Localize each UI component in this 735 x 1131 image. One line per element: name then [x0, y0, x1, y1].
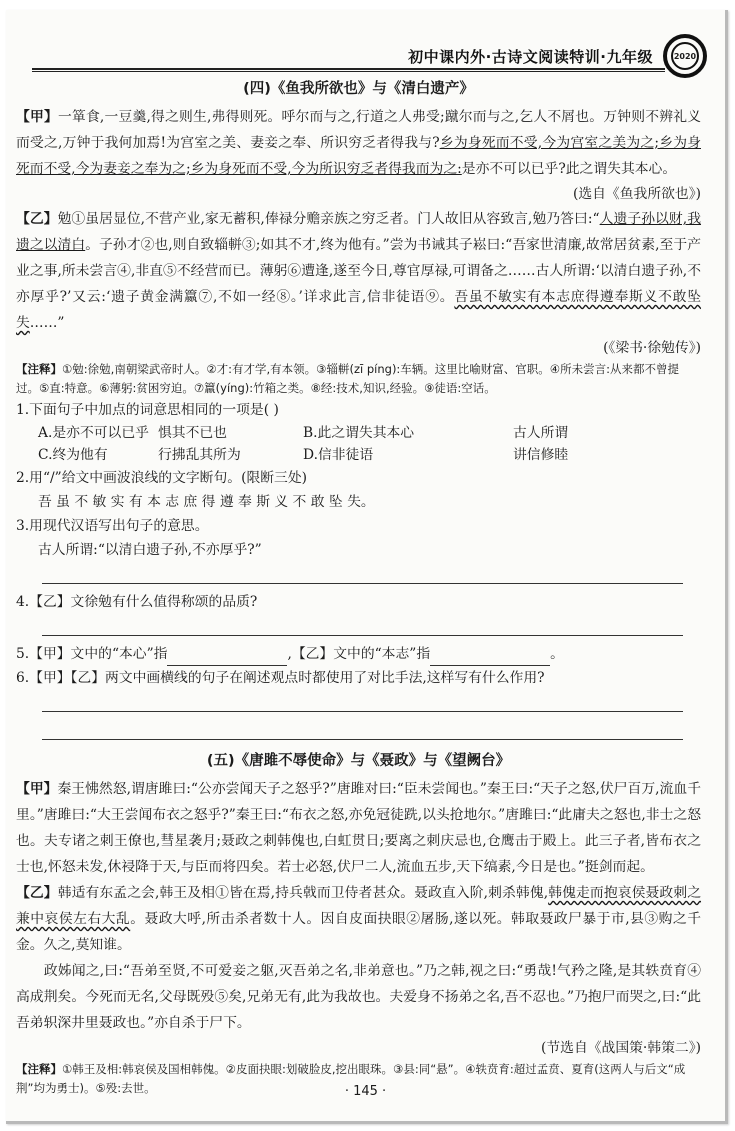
sec5-annotations: 【注释】①韩王及相:韩哀侯及国相韩傀。②皮面抉眼:划破脸皮,挖出眼珠。③县:同“悬”。④轶贲育:超过孟贲、夏育(这两人与后文“成荆”均为勇士)。⑤殁:去世。	[16, 1062, 686, 1095]
option-a[interactable]: A.是亦不可以已乎	[38, 425, 149, 441]
option-b[interactable]: B.此之谓失其本心	[303, 425, 415, 441]
label-yi: 【乙】	[16, 885, 58, 901]
section-5-title: (五)《唐雎不辱使命》与《聂政》与《望阙台》	[206, 753, 511, 769]
answer-line[interactable]	[42, 562, 683, 584]
question-6: 6.【甲】【乙】两文中画横线的句子在阐述观点时都使用了对比手法,这样写有什么作用?	[16, 670, 545, 686]
underlined-sentence: 乡为身死而不受,今为宫室之美为之;乡为身死而不受,今为妻妾之奉为之;乡为身死而不受,今为所识穷乏者得我而为之:	[16, 135, 701, 177]
sec5-yi-source: (节选自《战国策·韩策二》)	[540, 1040, 701, 1056]
question-4: 4.【乙】文徐勉有什么值得称颂的品质?	[16, 594, 258, 610]
wavy-underlined-sentence: 吾虽不敏实有本志庶得遵奉斯义不敢坠失	[16, 289, 702, 331]
sec5-passage-jia: 【甲】秦王怫然怒,谓唐雎曰:“公亦尝闻天子之怒乎?”唐雎对曰:“臣未尝闻也。”秦王曰:“天子之怒,伏尸百万,流血千里。”唐雎曰:“大王尝闻布衣之怒乎?”秦王曰:“布衣之怒,亦免冠徒跣,以头抢地尔。”唐雎曰:“此庸夫之怒也,非士之怒也。夫专诸之刺王僚也,彗星袭月;聂政之刺韩傀也,白虹贯日;要离之刺庆忌也,仓鹰击于殿上。此三子者,皆布衣之士也,怀怒未发,休祲降于天,与臣而将四矣。若士必怒,伏尸二人,流血五步,天下缟素,今日是也。”挺剑而起。	[16, 781, 701, 875]
answer-line[interactable]	[42, 718, 683, 740]
answer-line[interactable]	[42, 614, 683, 636]
option-b-pair: 古人所谓	[513, 425, 569, 441]
question-1: 1.下面句子中加点的词意思相同的一项是( )	[16, 402, 279, 418]
section-4-title: (四)《鱼我所欲也》与《清白遗产》	[243, 81, 474, 97]
blank-benzhi[interactable]	[430, 652, 550, 666]
wavy-underlined-sentence: 韩傀走而抱哀侯聂政刺之兼中哀侯左右大乱	[16, 885, 702, 927]
page-content	[16, 74, 701, 1098]
question-3-text: 古人所谓:“以清白遗子孙,不亦厚乎?”	[38, 542, 262, 558]
option-c[interactable]: C.终为他有	[38, 447, 108, 463]
answer-line[interactable]	[42, 690, 683, 712]
sec5-passage-yi-2: 政姊闻之,曰:“吾弟至贤,不可爱妾之躯,灭吾弟之名,非弟意也。”乃之韩,视之曰:“勇哉!气矜之隆,是其轶贲育④高成荆矣。今死而无名,父母既殁⑤矣,兄弟无有,此为我故也。夫爱身不扬弟之名,吾不忍也。”乃抱尸而哭之,曰:“此吾弟轵深井里聂政也。”亦自杀于尸下。	[16, 963, 701, 1031]
sec4-yi-source: (《梁书·徐勉传》)	[603, 340, 701, 356]
header-rule-thin	[32, 71, 665, 72]
option-d[interactable]: D.信非徒语	[303, 447, 374, 463]
underlined-sentence: 人遗子孙以财,我遗之以清白	[16, 211, 702, 253]
question-5: 5.【甲】文中的“本心”指 ,【乙】文中的“本志”指 。	[16, 642, 701, 666]
question-1-options	[16, 422, 701, 466]
sec4-jia-source: (选自《鱼我所欲也》)	[572, 186, 701, 202]
option-a-pair: 惧其不已也	[158, 425, 227, 441]
page-number: · 145 ·	[344, 1084, 387, 1099]
sec4-passage-jia: 【甲】一箪食,一豆羹,得之则生,弗得则死。呼尔而与之,行道之人弗受;蹴尔而与之,乞人不屑也。万钟则不辨礼义而受之,万钟于我何加焉!为宫室之美、妻妾之奉、所识穷乏者得我与?乡为身死而不受,今为宫室之美为之;乡为身死而不受,今为妻妾之奉为之;乡为身死而不受,今为所识穷乏者得我而为之:是亦不可以已乎?此之谓失其本心。	[16, 109, 701, 177]
sec4-annotations: 【注释】①勉:徐勉,南朝梁武帝时人。②才:有才学,有本领。③辎軿(zī píng):车辆。这里比喻财富、官职。④所未尝言:从来都不曾提过。⑤直:特意。⑥薄躬:贫困穷迫。⑦籝(yíng):竹箱之类。⑧经:技术,知识,经验。⑨徒语:空话。	[16, 362, 679, 395]
question-2-text[interactable]: 吾 虽 不 敏 实 有 本 志 庶 得 遵 奉 斯 义 不 敢 坠 失。	[38, 494, 375, 510]
blank-benxin[interactable]	[167, 652, 287, 666]
option-c-pair: 行拂乱其所为	[158, 447, 241, 463]
sec5-passage-yi: 【乙】韩适有东孟之会,韩王及相①皆在焉,持兵戟而卫侍者甚众。聂政直入阶,刺杀韩傀,韩傀走而抱哀侯聂政刺之兼中哀侯左右大乱。聂政大呼,所击杀者数十人。因自皮面抉眼②屠肠,遂以死。韩取聂政尸暴于市,县③购之千金。久之,莫知谁。	[16, 885, 702, 953]
question-3: 3.用现代汉语写出句子的意思。	[16, 518, 209, 534]
label-jia: 【甲】	[16, 109, 58, 125]
question-2: 2.用“/”给文中画波浪线的文字断句。(限断三处)	[16, 470, 308, 486]
label-yi: 【乙】	[16, 211, 58, 227]
label-jia: 【甲】	[16, 781, 58, 797]
book-page	[6, 10, 728, 1124]
logo-text: 2020	[671, 42, 699, 70]
header-rule	[32, 68, 665, 70]
series-logo-icon	[663, 34, 707, 78]
option-d-pair: 讲信修睦	[513, 447, 569, 463]
sec4-passage-yi: 【乙】勉①虽居显位,不营产业,家无蓄积,俸禄分赡亲族之穷乏者。门人故旧从容致言,勉乃答曰:“人遗子孙以财,我遗之以清白。子孙才②也,则自致辎軿③;如其不才,终为他有。”尝为书诫其子崧曰:“吾家世清廉,故常居贫素,至于产业之事,所未尝言④,非直⑤不经营而已。薄躬⑥遭逢,遂至今日,尊官厚禄,可谓备之……古人所谓:‘以清白遗子孙,不亦厚乎?’又云:‘遗子黄金满籝⑦,不如一经⑧。’详求此言,信非徒语⑨。吾虽不敏实有本志庶得遵奉斯义不敢坠失……”	[16, 211, 702, 331]
running-header: 初中课内外·古诗文阅读特训·九年级	[408, 48, 653, 66]
